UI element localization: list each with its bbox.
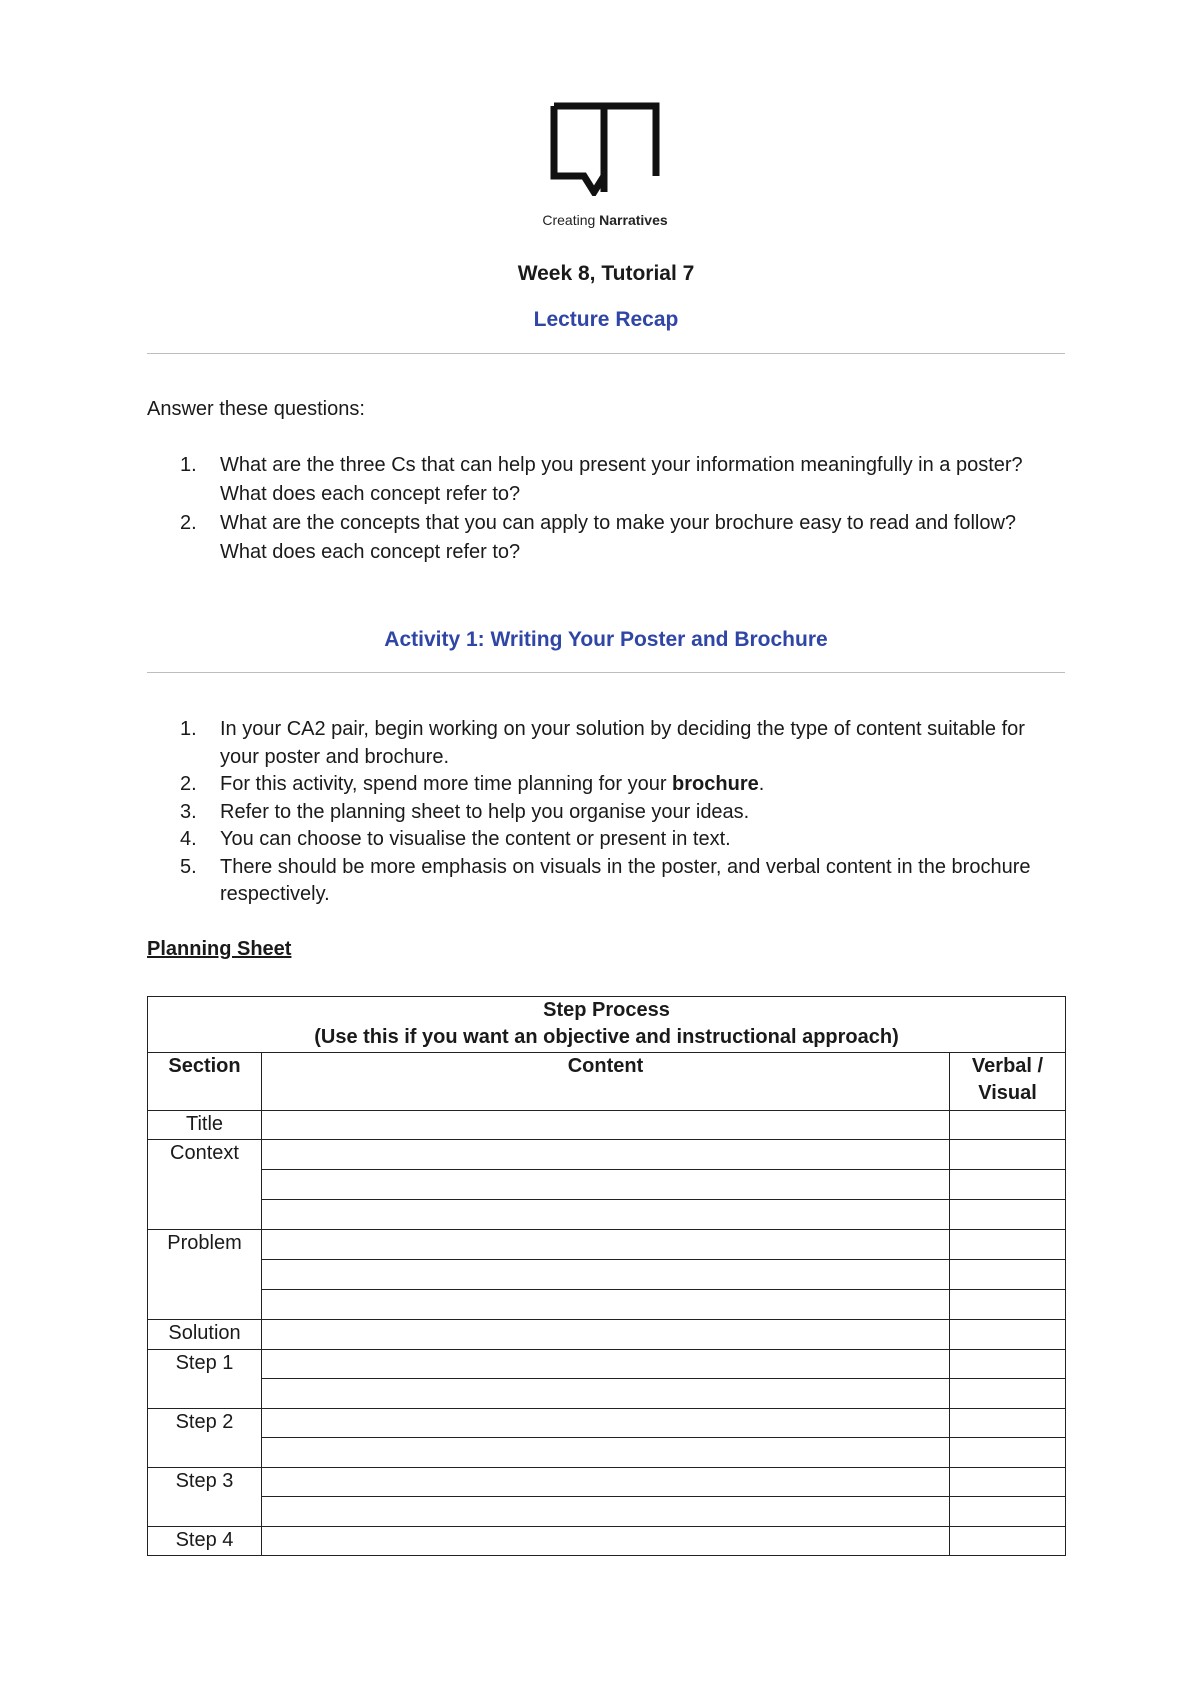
table-row xyxy=(148,1438,1066,1468)
verbal-cell[interactable] xyxy=(950,1290,1066,1320)
table-title-cell: Step Process (Use this if you want an objective and instructional approach) xyxy=(148,997,1066,1053)
logo-prefix: Creating xyxy=(542,212,596,228)
table-row xyxy=(148,1290,1066,1320)
content-cell[interactable] xyxy=(262,1409,950,1438)
table-row xyxy=(148,1260,1066,1290)
content-cell[interactable] xyxy=(262,1527,950,1556)
table-row: Context xyxy=(148,1140,1066,1170)
divider xyxy=(147,353,1065,354)
table-header-row xyxy=(148,1053,1066,1111)
content-cell[interactable] xyxy=(262,1290,950,1320)
content-cell[interactable] xyxy=(262,1111,950,1140)
creating-narratives-logo xyxy=(544,98,667,196)
book-logo-icon xyxy=(544,98,667,196)
verbal-cell[interactable] xyxy=(950,1170,1066,1200)
planning-table xyxy=(147,996,1066,1556)
section-heading-activity: Activity 1: Writing Your Poster and Brochure xyxy=(384,628,828,651)
table-row: Solution xyxy=(148,1320,1066,1350)
intro-text: Answer these questions: xyxy=(147,398,365,420)
header-section: Section xyxy=(148,1053,262,1111)
verbal-cell[interactable] xyxy=(950,1140,1066,1170)
table-row: Step 2 xyxy=(148,1409,1066,1438)
section-heading-lecture-recap: Lecture Recap xyxy=(533,308,679,331)
content-cell[interactable] xyxy=(262,1200,950,1230)
question-list xyxy=(147,451,1065,567)
list-item: 4. You can choose to visualise the content or present in text. xyxy=(180,828,731,850)
table-row: Step 4 xyxy=(148,1527,1066,1556)
verbal-cell[interactable] xyxy=(950,1230,1066,1260)
verbal-cell[interactable] xyxy=(950,1497,1066,1527)
verbal-cell[interactable] xyxy=(950,1200,1066,1230)
list-item: 5. There should be more emphasis on visuals in the poster, and verbal content in the brochure respectively. xyxy=(180,855,1031,905)
logo-brand: Narratives xyxy=(599,212,668,228)
verbal-cell[interactable] xyxy=(950,1438,1066,1468)
emphasis-text: brochure xyxy=(672,773,759,795)
list-item: 2. What are the concepts that you can apply to make your brochure easy to read and follow? What does each concept refer to? xyxy=(180,512,1017,563)
content-cell[interactable] xyxy=(262,1260,950,1290)
content-cell[interactable] xyxy=(262,1170,950,1200)
table-row: Title xyxy=(148,1111,1066,1140)
verbal-cell[interactable] xyxy=(950,1527,1066,1556)
content-cell[interactable] xyxy=(262,1140,950,1170)
planning-sheet-heading: Planning Sheet xyxy=(147,938,292,960)
list-item: 1. What are the three Cs that can help you present your information meaningfully in a poster? What does each concept refer to? xyxy=(180,454,1023,505)
list-item: 3. Refer to the planning sheet to help you organise your ideas. xyxy=(180,800,750,823)
content-cell[interactable] xyxy=(262,1350,950,1379)
verbal-cell[interactable] xyxy=(950,1350,1066,1379)
table-row: Problem xyxy=(148,1230,1066,1260)
verbal-cell[interactable] xyxy=(950,1468,1066,1497)
verbal-cell[interactable] xyxy=(950,1260,1066,1290)
content-cell[interactable] xyxy=(262,1438,950,1468)
page-title: Week 8, Tutorial 7 xyxy=(517,262,695,285)
table-row: Step 3 xyxy=(148,1468,1066,1497)
header-verbal-visual: Verbal / Visual xyxy=(950,1053,1066,1111)
verbal-cell[interactable] xyxy=(950,1111,1066,1140)
logo-wordmark xyxy=(525,212,685,228)
header-content: Content xyxy=(262,1053,950,1111)
content-cell[interactable] xyxy=(262,1497,950,1527)
content-cell[interactable] xyxy=(262,1468,950,1497)
content-cell[interactable] xyxy=(262,1379,950,1409)
divider xyxy=(147,672,1065,673)
verbal-cell[interactable] xyxy=(950,1409,1066,1438)
table-row xyxy=(148,1170,1066,1200)
verbal-cell[interactable] xyxy=(950,1320,1066,1350)
table-row xyxy=(148,1200,1066,1230)
content-cell[interactable] xyxy=(262,1230,950,1260)
table-row xyxy=(148,1497,1066,1527)
table-row xyxy=(148,1379,1066,1409)
content-cell[interactable] xyxy=(262,1320,950,1350)
list-item: 2. For this activity, spend more time planning for your brochure. xyxy=(180,773,765,795)
verbal-cell[interactable] xyxy=(950,1379,1066,1409)
activity-steps-list xyxy=(147,716,1065,909)
list-item: 1. In your CA2 pair, begin working on your solution by deciding the type of content suitable for your poster and brochure. xyxy=(180,718,1025,768)
table-row: Step 1 xyxy=(148,1350,1066,1379)
table-title-row xyxy=(148,997,1066,1053)
